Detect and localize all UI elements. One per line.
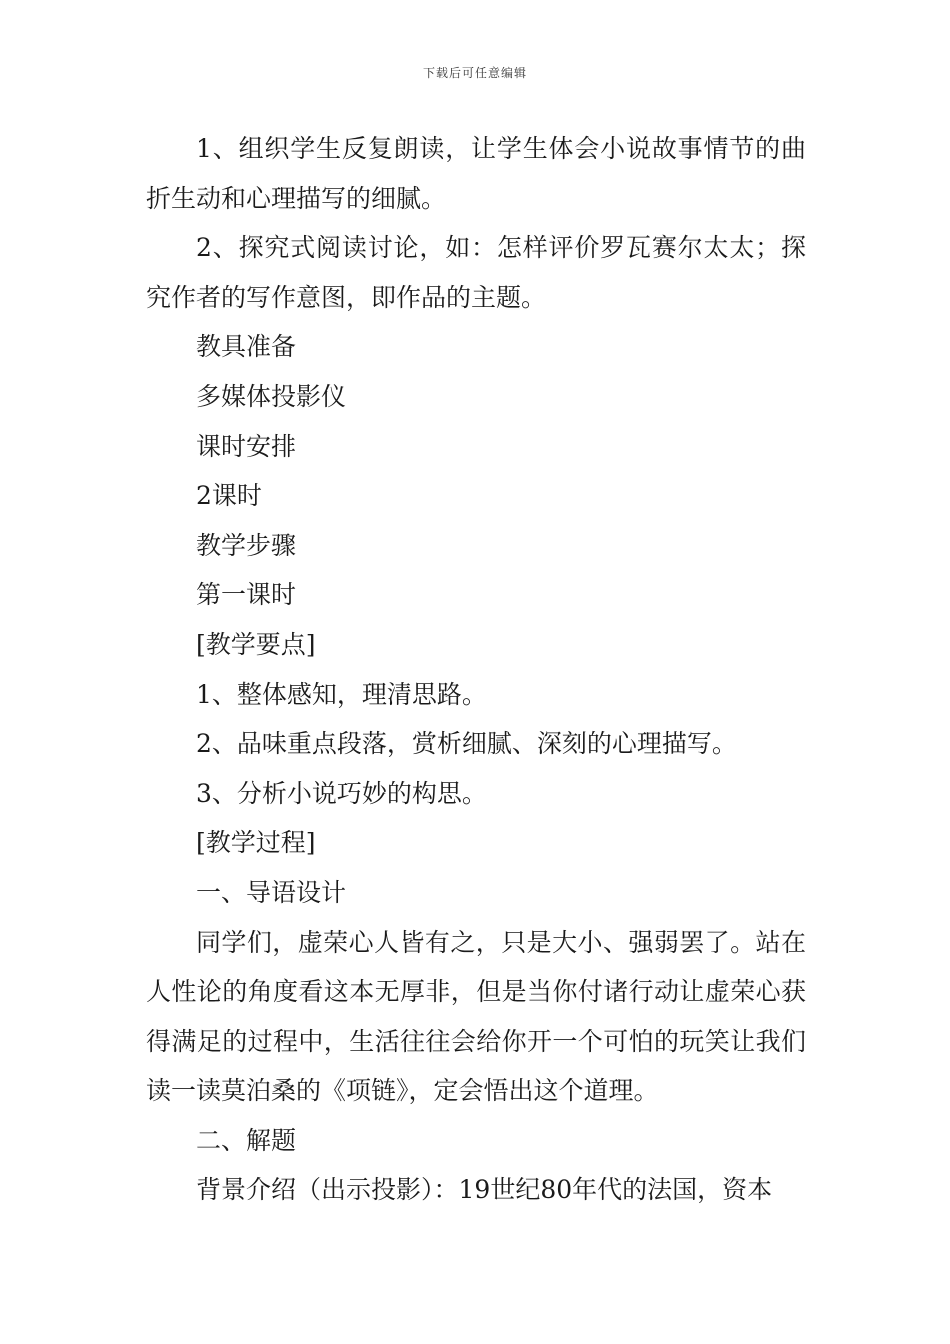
paragraph-background: 背景介绍（出示投影）：19世纪80年代的法国，资本 [196, 1175, 773, 1205]
paragraph-class-schedule: 2课时 [196, 481, 262, 511]
heading-teaching-process: [教学过程] [196, 828, 316, 858]
heading-teaching-aids: 教具准备 [196, 332, 297, 362]
list-item-point-1: 1、整体感知，理清思路。 [196, 679, 487, 709]
paragraph-introduction: 同学们，虚荣心人皆有之，只是大小、强弱罢了。站在人性论的角度看这本无厚非，但是当你付诸行动让虚荣心获得满足的过程中，生活往往会给你开一个可怕的玩笑让我们读一读莫泊桑的《项链》，定会悟出这个道理。 [146, 927, 806, 1106]
heading-first-lesson: 第一课时 [196, 580, 297, 610]
heading-teaching-points: [教学要点] [196, 629, 316, 659]
page-header: 下载后可任意编辑 [422, 66, 527, 80]
list-item-point-2: 2、品味重点段落，赏析细腻、深刻的心理描写。 [196, 729, 737, 759]
heading-introduction: 一、导语设计 [196, 877, 347, 907]
document-body [146, 124, 806, 1215]
list-item-point-3: 3、分析小说巧妙的构思。 [196, 778, 487, 808]
paragraph-objective-2: 2、探究式阅读讨论，如：怎样评价罗瓦赛尔太太；探究作者的写作意图，即作品的主题。 [146, 233, 806, 312]
heading-class-schedule: 课时安排 [196, 431, 297, 461]
paragraph-teaching-aids: 多媒体投影仪 [196, 381, 347, 411]
heading-teaching-steps: 教学步骤 [196, 530, 297, 560]
heading-explanation: 二、解题 [196, 1125, 297, 1155]
paragraph-objective-1: 1、组织学生反复朗读，让学生体会小说故事情节的曲折生动和心理描写的细腻。 [146, 134, 806, 213]
